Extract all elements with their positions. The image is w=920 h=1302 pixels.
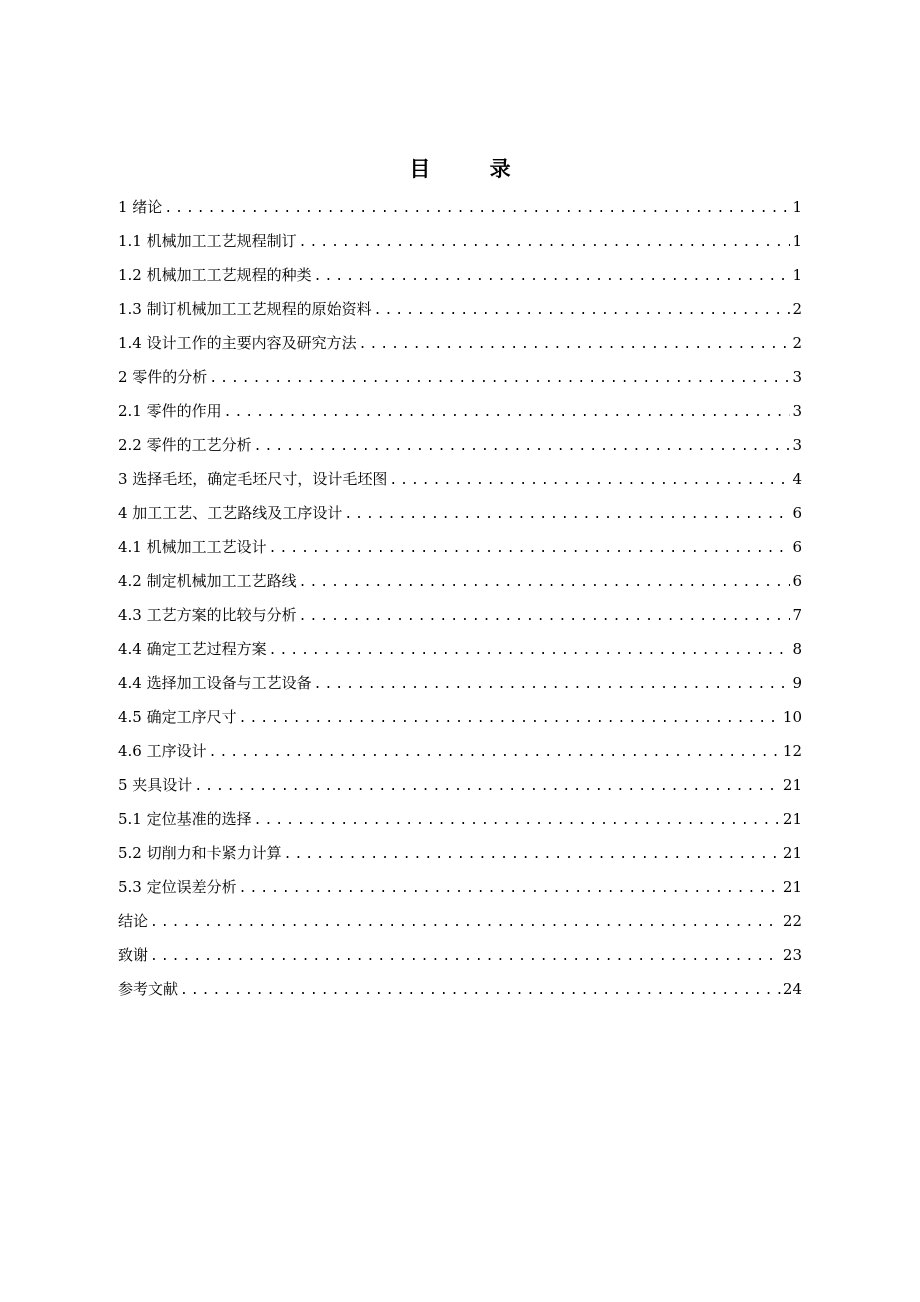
toc-entry-page-number: 21 bbox=[782, 844, 802, 862]
toc-entry[interactable] bbox=[118, 258, 802, 292]
toc-entry-page-number: 1 bbox=[792, 266, 802, 284]
toc-entry-label: 致谢 bbox=[118, 946, 149, 964]
toc-entry[interactable] bbox=[118, 326, 802, 360]
toc-entry-page-number: 3 bbox=[792, 402, 802, 420]
dot-leader bbox=[284, 838, 781, 872]
dot-leader bbox=[254, 804, 781, 838]
toc-entry-page-number: 6 bbox=[792, 572, 802, 590]
toc-entry[interactable] bbox=[118, 972, 802, 1006]
dot-leader bbox=[359, 328, 791, 362]
toc-entry-label: 1.4 设计工作的主要内容及研究方法 bbox=[118, 334, 357, 352]
toc-entry[interactable] bbox=[118, 360, 802, 394]
toc-entry-page-number: 10 bbox=[782, 708, 802, 726]
toc-entry-page-number: 6 bbox=[792, 504, 802, 522]
dot-leader bbox=[314, 668, 791, 702]
toc-entry[interactable] bbox=[118, 292, 802, 326]
toc-entry-page-number: 21 bbox=[782, 878, 802, 896]
toc-entry[interactable] bbox=[118, 462, 802, 496]
toc-entry-label: 1 绪论 bbox=[118, 198, 163, 216]
toc-entry-page-number: 2 bbox=[792, 300, 802, 318]
dot-leader bbox=[150, 940, 781, 974]
toc-entry-page-number: 22 bbox=[782, 912, 802, 930]
toc-entry-page-number: 2 bbox=[792, 334, 802, 352]
toc-entry-label: 5 夹具设计 bbox=[118, 776, 193, 794]
toc-entry[interactable] bbox=[118, 904, 802, 938]
toc-entry-page-number: 7 bbox=[792, 606, 802, 624]
dot-leader bbox=[239, 872, 781, 906]
dot-leader bbox=[209, 362, 790, 396]
toc-entry-page-number: 12 bbox=[782, 742, 802, 760]
toc-entry-label: 4.4 选择加工设备与工艺设备 bbox=[118, 674, 312, 692]
toc-entry-page-number: 1 bbox=[792, 198, 802, 216]
toc-entry[interactable] bbox=[118, 768, 802, 802]
dot-leader bbox=[194, 770, 781, 804]
toc-entry[interactable] bbox=[118, 428, 802, 462]
toc-entry[interactable] bbox=[118, 224, 802, 258]
dot-leader bbox=[299, 226, 791, 260]
toc-entry[interactable] bbox=[118, 190, 802, 224]
toc-title: 目 录 bbox=[409, 156, 537, 181]
dot-leader bbox=[299, 566, 791, 600]
toc-entry-label: 5.1 定位基准的选择 bbox=[118, 810, 252, 828]
toc-entry-label: 2.2 零件的工艺分析 bbox=[118, 436, 252, 454]
toc-entry-label: 4.2 制定机械加工工艺路线 bbox=[118, 572, 297, 590]
toc-entry-label: 参考文献 bbox=[118, 980, 179, 998]
toc-entry-page-number: 4 bbox=[792, 470, 802, 488]
toc-entry-label: 5.2 切削力和卡紧力计算 bbox=[118, 844, 282, 862]
dot-leader bbox=[269, 634, 791, 668]
toc-entry-label: 4.5 确定工序尺寸 bbox=[118, 708, 237, 726]
dot-leader bbox=[150, 906, 781, 940]
toc-entry-page-number: 9 bbox=[792, 674, 802, 692]
toc-entry-page-number: 1 bbox=[792, 232, 802, 250]
toc-entry-label: 4 加工工艺、工艺路线及工序设计 bbox=[118, 504, 343, 522]
toc-entry-label: 结论 bbox=[118, 912, 149, 930]
dot-leader bbox=[180, 974, 781, 1008]
dot-leader bbox=[239, 702, 781, 736]
toc-entry-page-number: 3 bbox=[792, 368, 802, 386]
toc-entry-label: 1.1 机械加工工艺规程制订 bbox=[118, 232, 297, 250]
toc-entry-page-number: 3 bbox=[792, 436, 802, 454]
toc-entry-label: 4.6 工序设计 bbox=[118, 742, 207, 760]
toc-entry[interactable] bbox=[118, 564, 802, 598]
toc-entry-page-number: 6 bbox=[792, 538, 802, 556]
toc-entry[interactable] bbox=[118, 394, 802, 428]
toc-entry[interactable] bbox=[118, 938, 802, 972]
toc-entry[interactable] bbox=[118, 700, 802, 734]
toc-entry[interactable] bbox=[118, 666, 802, 700]
dot-leader bbox=[269, 532, 791, 566]
toc-entry-page-number: 23 bbox=[782, 946, 802, 964]
toc-entry[interactable] bbox=[118, 632, 802, 666]
toc-entry-label: 4.4 确定工艺过程方案 bbox=[118, 640, 267, 658]
toc-entry-label: 4.1 机械加工工艺设计 bbox=[118, 538, 267, 556]
dot-leader bbox=[374, 294, 791, 328]
toc-entry-page-number: 21 bbox=[782, 776, 802, 794]
dot-leader bbox=[389, 464, 790, 498]
toc-entry-label: 1.2 机械加工工艺规程的种类 bbox=[118, 266, 312, 284]
toc-entry[interactable] bbox=[118, 802, 802, 836]
toc-entry-page-number: 21 bbox=[782, 810, 802, 828]
dot-leader bbox=[164, 192, 790, 226]
toc-entry[interactable] bbox=[118, 734, 802, 768]
toc-entry[interactable] bbox=[118, 598, 802, 632]
toc-entry-label: 3 选择毛坯，确定毛坯尺寸，设计毛坯图 bbox=[118, 470, 388, 488]
toc-entry[interactable] bbox=[118, 836, 802, 870]
dot-leader bbox=[254, 430, 791, 464]
toc-entry-label: 2.1 零件的作用 bbox=[118, 402, 222, 420]
dot-leader bbox=[224, 396, 791, 430]
toc-entry-label: 1.3 制订机械加工工艺规程的原始资料 bbox=[118, 300, 372, 318]
dot-leader bbox=[299, 600, 791, 634]
toc-entry[interactable] bbox=[118, 870, 802, 904]
toc-entry-page-number: 24 bbox=[782, 980, 802, 998]
toc-entry[interactable] bbox=[118, 530, 802, 564]
toc-list bbox=[118, 190, 802, 1006]
toc-entry-label: 2 零件的分析 bbox=[118, 368, 208, 386]
toc-entry-label: 5.3 定位误差分析 bbox=[118, 878, 237, 896]
dot-leader bbox=[209, 736, 781, 770]
dot-leader bbox=[344, 498, 790, 532]
toc-entry[interactable] bbox=[118, 496, 802, 530]
toc-entry-page-number: 8 bbox=[792, 640, 802, 658]
dot-leader bbox=[314, 260, 791, 294]
toc-entry-label: 4.3 工艺方案的比较与分析 bbox=[118, 606, 297, 624]
